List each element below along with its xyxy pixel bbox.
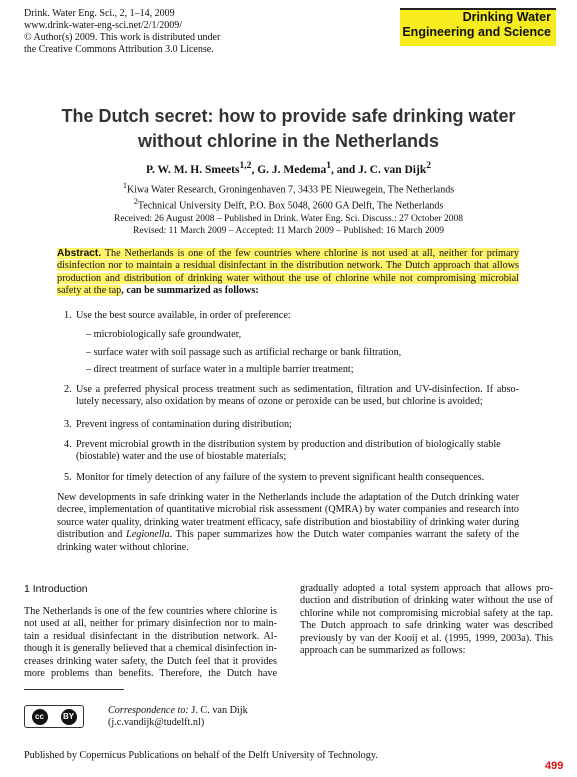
- list-number: 2.: [64, 384, 72, 395]
- copyright: © Author(s) 2009. This work is distributed under: [24, 32, 221, 43]
- sublist-item: – surface water with soil passage such as artificial recharge or bank filtration,: [86, 347, 402, 358]
- intro-left-column: [24, 606, 277, 680]
- sublist-item: – microbiologically safe groundwater,: [86, 329, 242, 340]
- journal-name-line2: Engineering and Science: [402, 25, 551, 39]
- text-line: The Dutch approach to safe drinking water was described: [300, 620, 553, 632]
- list-number: 1.: [64, 310, 72, 321]
- author-2-affil: 1: [326, 160, 331, 171]
- correspondence-email[interactable]: (j.c.vandijk@tudelft.nl): [108, 717, 205, 729]
- text-line: chlorine while not compromising microbial safety at the tap.: [300, 607, 553, 619]
- text-line: creases drinking water safety, the Dutch feel that it provides: [24, 655, 277, 667]
- author-1-affil: 1,2: [239, 160, 252, 171]
- list-item: [64, 472, 519, 485]
- text-line: approach can be summarized as follows:: [300, 645, 466, 657]
- author-2: , G. J. Medema: [251, 163, 327, 176]
- closing-text: New developments in safe drinking water in the Netherlands include the adaptation of the Dutch drinking water decree, implementation of quantitative microbial risk assessment (QMRA) by water companies and research into source water quality, drinking water treatment efficacy, safe distribution and biostability of drinking water during distribution and: [57, 492, 519, 541]
- title-line2: without chlorine in the Netherlands: [137, 131, 440, 151]
- article-url[interactable]: www.drink-water-eng-sci.net/2/1/2009/: [24, 20, 182, 31]
- list-number: 4.: [64, 439, 72, 450]
- abstract-closing-paragraph: [57, 492, 519, 554]
- paper-title: [0, 104, 577, 154]
- text-line: tain a residual disinfectant in the distribution network. Al-: [24, 630, 277, 642]
- text-line: more problems than benefits. Therefore, the Dutch have: [24, 668, 277, 680]
- author-3-affil: 2: [426, 160, 432, 171]
- list-item: [64, 384, 519, 410]
- title-line1: The Dutch secret: how to provide safe drinking water: [61, 106, 516, 126]
- citation-block: [24, 8, 220, 56]
- list-text: Use a preferred physical process treatment such as sedimentation, filtration and UV-disinfection. If abso-lutely necessary, also oxidation by means of ozone or peroxide can be used, but chlorine is avoided;: [76, 384, 519, 408]
- text-line: gradually adopted a total system approach that allows pro-: [300, 583, 553, 594]
- abstract: [57, 248, 519, 298]
- dates-line2: Revised: 11 March 2009 – Accepted: 11 March 2009 – Published: 16 March 2009: [133, 226, 444, 236]
- affiliations: [0, 180, 577, 213]
- history-dates: [0, 213, 577, 237]
- closing-end: . This paper summarizes how the Dutch water companies warrant the safety of the drinking water without chlorine.: [57, 529, 519, 553]
- page-number: 499: [545, 760, 564, 772]
- abstract-label: Abstract.: [57, 248, 102, 259]
- citation: Drink. Water Eng. Sci., 2, 1–14, 2009: [24, 8, 175, 19]
- list-item: [64, 439, 519, 465]
- cc-icon: cc: [32, 709, 48, 725]
- closing-italic: Legionella: [126, 529, 170, 541]
- list-text: Monitor for timely detection of any failure of the system to prevent significant health consequences.: [76, 472, 485, 483]
- abstract-rest: , can be summarized as follows:: [121, 285, 259, 297]
- list-item: [64, 419, 519, 432]
- author-1: P. W. M. H. Smeets: [145, 163, 240, 176]
- list-text: Use the best source available, in order of preference:: [76, 310, 291, 321]
- list-text: Prevent ingress of contamination during distribution;: [76, 419, 292, 430]
- section-heading: 1 Introduction: [24, 583, 88, 595]
- text-line: duction and distribution of drinking water without the use of: [300, 595, 553, 607]
- text-line: The Netherlands is one of the few countries where chlorine is: [24, 606, 277, 617]
- author-list: [0, 160, 577, 176]
- sublist-item: – direct treatment of surface water in a multiple barrier treatment;: [86, 364, 354, 375]
- correspondence-label: Correspondence to:: [108, 705, 189, 716]
- affiliation-2-marker: 2: [133, 197, 138, 207]
- correspondence-name: J. C. van Dijk: [188, 705, 248, 716]
- by-icon: BY: [61, 709, 77, 725]
- list-number: 5.: [64, 472, 72, 483]
- abstract-highlighted-text: The Netherlands is one of the few countries where chlorine is not used at all, neither for primary disinfection nor to maintain a residual disinfectant in the distribution network. The Dutch approach that allows production and distribution of drinking water without the use of chlorine while not compromising microbial safety at the tap: [57, 248, 519, 297]
- text-line: not used at all, neither for primary disinfection nor to main-: [24, 618, 277, 630]
- correspondence: [108, 705, 248, 730]
- list-number: 3.: [64, 419, 72, 430]
- list-text: Prevent microbial growth in the distribution system by production and distribution of biologically stable (biostable) water and the use of biostable materials;: [76, 439, 501, 463]
- list-item: [64, 310, 519, 323]
- dates-line1: Received: 26 August 2008 – Published in Drink. Water Eng. Sci. Discuss.: 27 October 2008: [114, 214, 463, 224]
- affiliation-2: Technical University Delft, P.O. Box 5048, 2600 GA Delft, The Netherlands: [137, 200, 444, 212]
- author-3: , and J. C. van Dijk: [331, 163, 427, 176]
- affiliation-1: Kiwa Water Research, Groningenhaven 7, 3433 PE Nieuwegein, The Netherlands: [127, 184, 455, 196]
- journal-name-line1: Drinking Water: [462, 10, 551, 24]
- intro-right-column: [300, 583, 553, 657]
- text-line: previously by van der Kooij et al. (1995, 1999, 2003a). This: [300, 632, 553, 644]
- footnote-divider: [24, 689, 124, 690]
- cc-by-license-badge[interactable]: [24, 705, 84, 728]
- text-line: though it is generally believed that a chemical disinfection in-: [24, 643, 277, 655]
- publisher-footer: Published by Copernicus Publications on behalf of the Delft University of Technology.: [24, 750, 378, 761]
- journal-logo: [400, 8, 556, 46]
- license-text: the Creative Commons Attribution 3.0 License.: [24, 44, 214, 55]
- affiliation-1-marker: 1: [122, 181, 128, 190]
